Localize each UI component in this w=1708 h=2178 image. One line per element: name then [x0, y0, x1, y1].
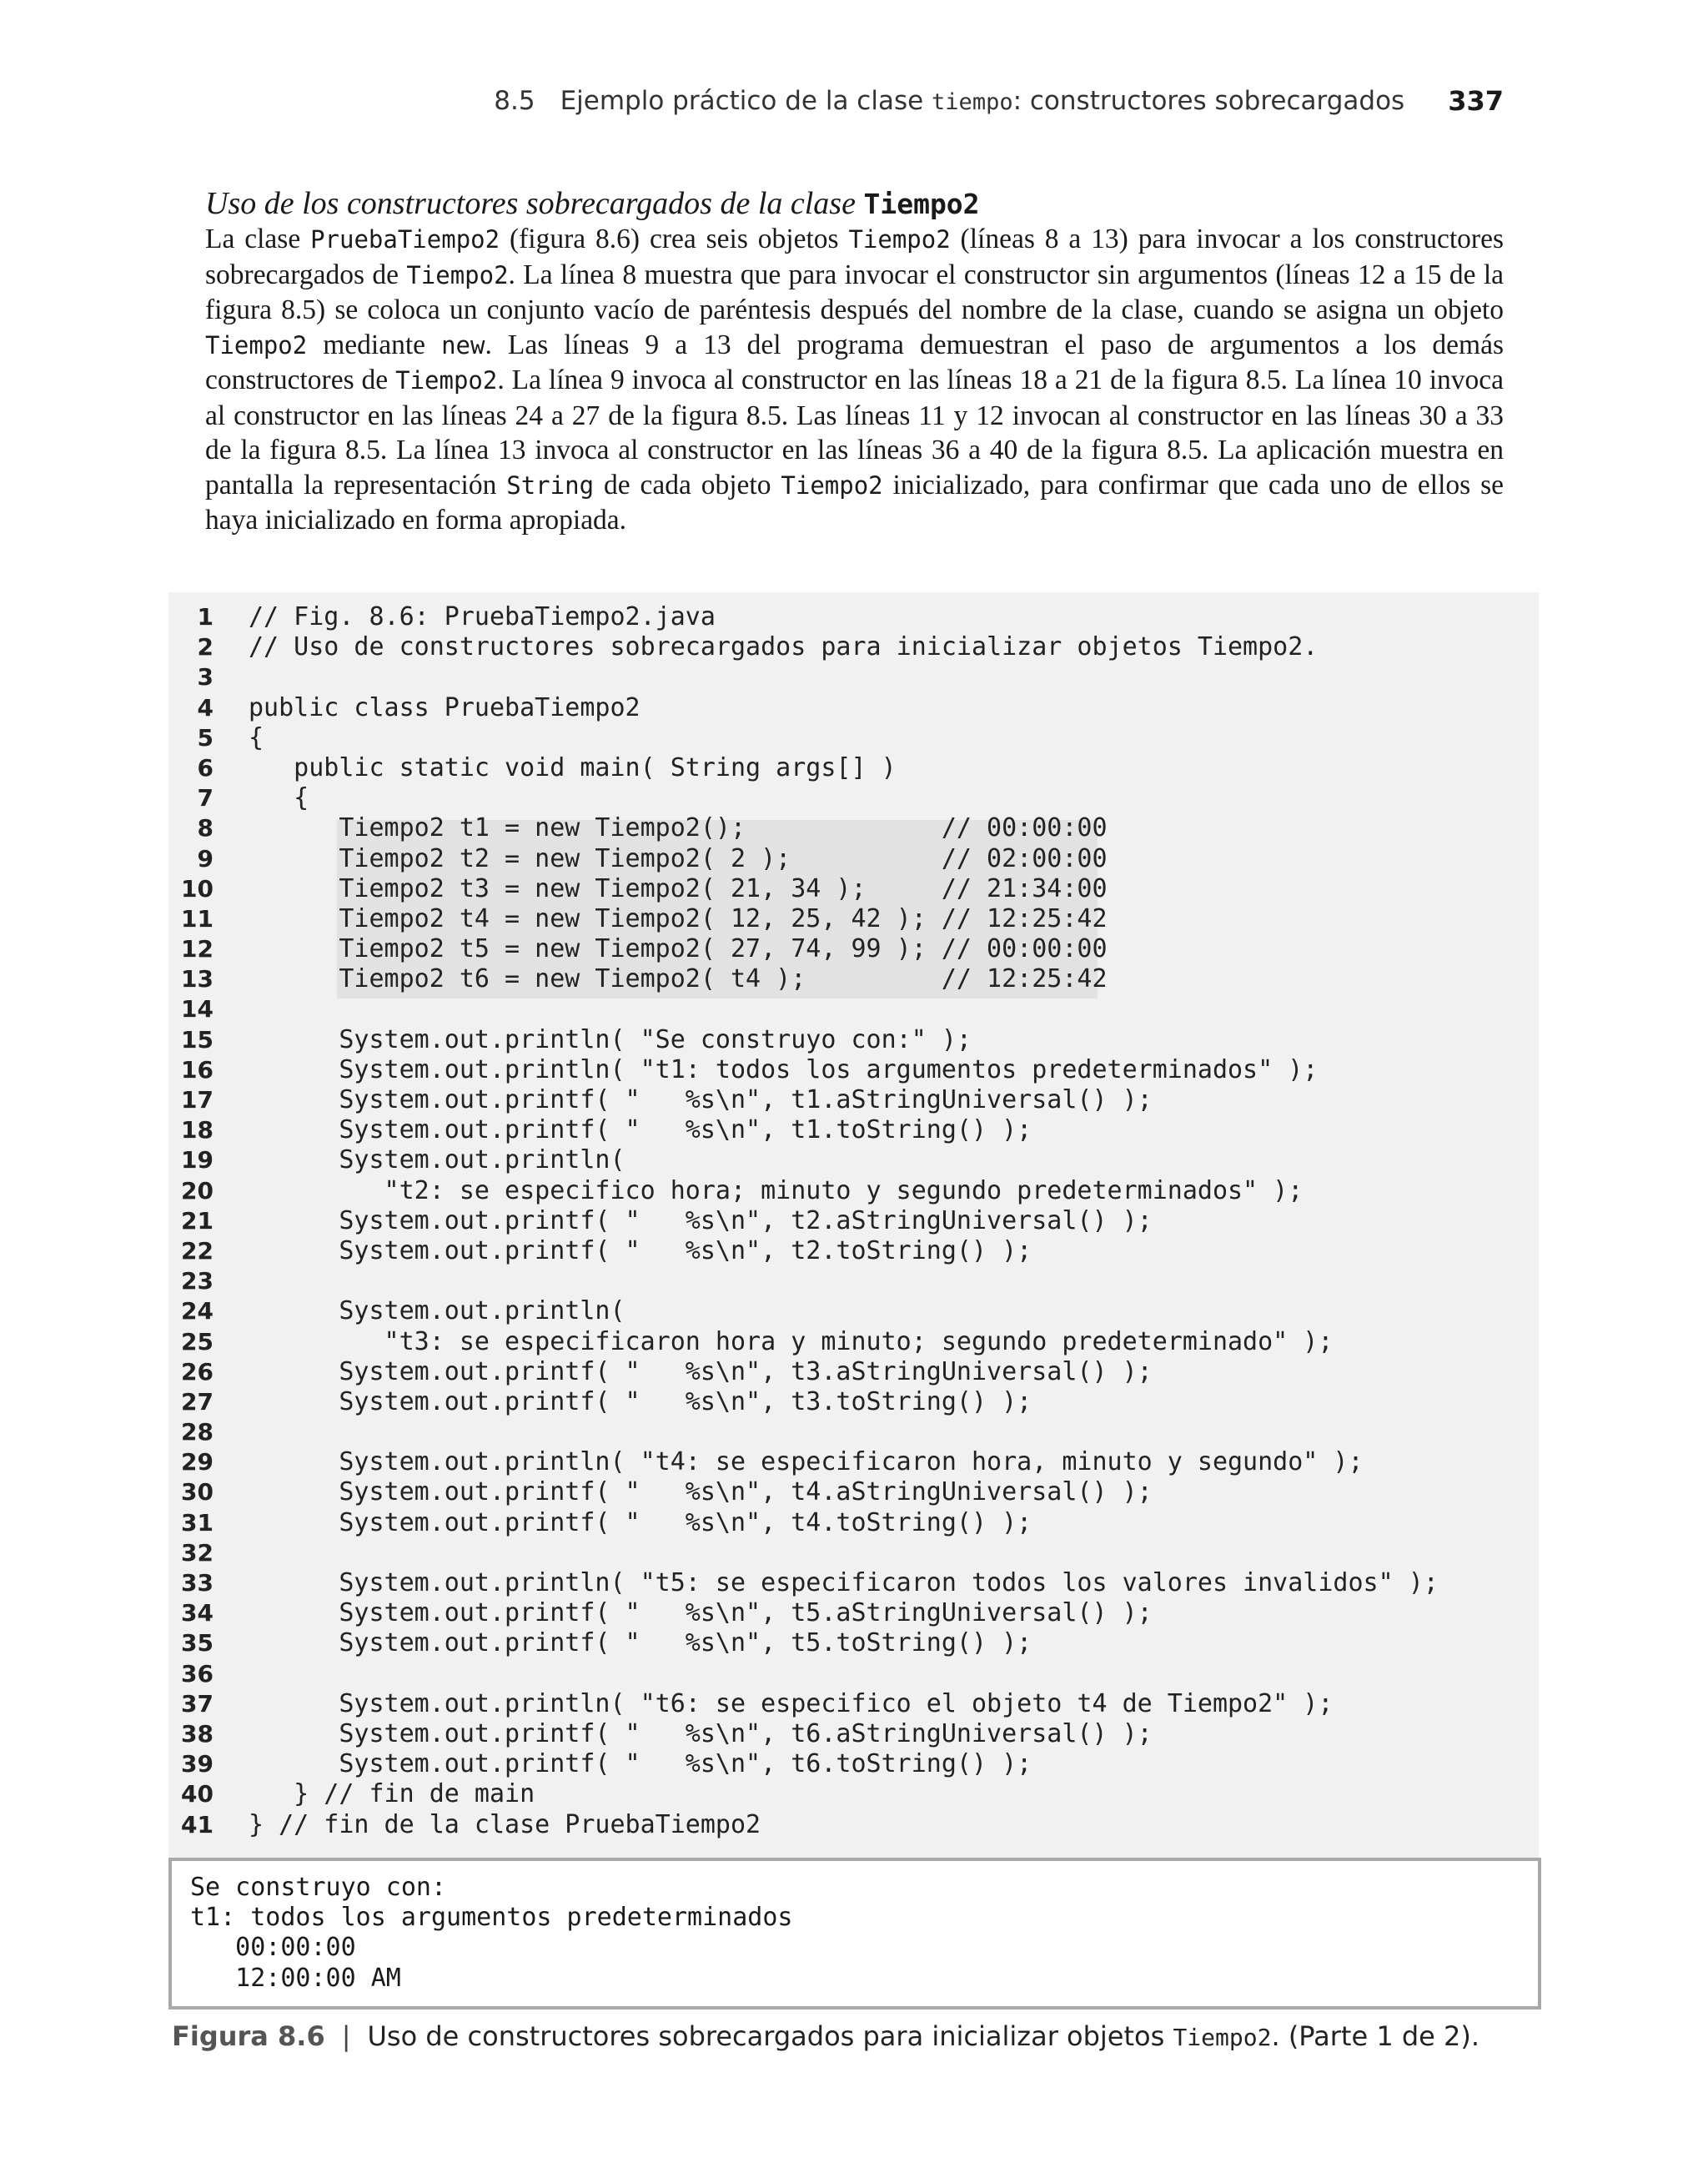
code-text: System.out.println(: [249, 1296, 625, 1326]
line-number: 24: [181, 1297, 214, 1325]
line-number: 33: [181, 1569, 214, 1597]
line-number: 11: [181, 904, 214, 933]
page-number: 337: [1448, 85, 1504, 117]
code-line: [168, 723, 1536, 753]
code-line: [168, 994, 1536, 1024]
running-header-title: Ejemplo práctico de la clase tiempo: constructores sobrecargados: [560, 86, 1405, 116]
line-number: 40: [181, 1780, 214, 1808]
line-number: 37: [181, 1689, 214, 1718]
code-line: [168, 1659, 1536, 1689]
output-line: t1: todos los argumentos predeterminados: [190, 1903, 793, 1933]
code-line: [168, 1749, 1536, 1779]
code-line: [168, 1417, 1536, 1447]
code-line: [168, 1477, 1536, 1507]
code-text: public class PruebaTiempo2: [249, 692, 640, 722]
code-text: public static void main( String args[] ): [249, 752, 897, 782]
line-number: 20: [181, 1176, 214, 1205]
line-number: 2: [197, 633, 214, 661]
code-line: [168, 693, 1536, 723]
code-text: Tiempo2 t4 = new Tiempo2( 12, 25, 42 ); // 12:25:42: [249, 903, 1108, 933]
section-number: 8.5: [494, 86, 535, 116]
code-line: [168, 1628, 1536, 1658]
line-number: 26: [181, 1357, 214, 1386]
code-text: } // fin de la clase PruebaTiempo2: [249, 1809, 761, 1839]
code-line: [168, 1568, 1536, 1598]
line-number: 39: [181, 1750, 214, 1778]
line-number: 9: [197, 844, 214, 873]
line-number: 36: [181, 1659, 214, 1688]
code-line: [168, 662, 1536, 692]
code-line: [168, 1327, 1536, 1357]
line-number: 1: [197, 603, 214, 631]
line-number: 3: [197, 663, 214, 692]
program-output: [190, 1873, 792, 1994]
code-line: [168, 1538, 1536, 1568]
code-line: [168, 1085, 1536, 1115]
line-number: 12: [181, 935, 214, 963]
code-line: [168, 1236, 1536, 1266]
line-number: 22: [181, 1236, 214, 1265]
code-text: System.out.printf( " %s\n", t1.aStringUniversal() );: [249, 1085, 1153, 1114]
line-number: 13: [181, 965, 214, 993]
code-text: "t3: se especificaron hora y minuto; segundo predeterminado" );: [249, 1326, 1334, 1356]
code-line: [168, 1296, 1536, 1326]
code-text: System.out.println(: [249, 1145, 625, 1175]
line-number: 27: [181, 1387, 214, 1416]
code-line: [168, 753, 1536, 783]
line-number: 19: [181, 1146, 214, 1175]
code-line: [168, 783, 1536, 813]
section-title: Uso de los constructores sobrecargados de la clase Tiempo2: [205, 186, 980, 221]
code-line: [168, 1508, 1536, 1538]
line-number: 41: [181, 1810, 214, 1838]
code-line: [168, 1598, 1536, 1628]
line-number: 5: [197, 723, 214, 752]
code-text: System.out.printf( " %s\n", t2.toString() );: [249, 1235, 1032, 1265]
code-text: {: [249, 722, 264, 752]
code-line: [168, 1387, 1536, 1417]
code-text: System.out.println( "t1: todos los argumentos predeterminados" );: [249, 1054, 1319, 1084]
line-number: 31: [181, 1508, 214, 1537]
line-number: 25: [181, 1327, 214, 1356]
caption-text: Uso de constructores sobrecargados para inicializar objetos Tiempo2. (Parte 1 de 2).: [367, 2020, 1480, 2052]
code-text: System.out.printf( " %s\n", t2.aStringUniversal() );: [249, 1205, 1153, 1235]
code-line: [168, 632, 1536, 662]
figure-label: Figura 8.6: [172, 2020, 325, 2052]
code-line: [168, 1810, 1536, 1840]
line-number: 8: [197, 814, 214, 843]
code-text: System.out.printf( " %s\n", t6.aStringUniversal() );: [249, 1718, 1153, 1748]
code-text: System.out.printf( " %s\n", t1.toString() );: [249, 1115, 1032, 1145]
header-code: tiempo: [932, 89, 1013, 115]
line-number: 21: [181, 1206, 214, 1235]
code-text: System.out.println( "t6: se especifico el objeto t4 de Tiempo2" );: [249, 1688, 1334, 1718]
code-text: "t2: se especifico hora; minuto y segundo predeterminados" );: [249, 1175, 1304, 1205]
line-number: 15: [181, 1025, 214, 1054]
line-number: 4: [197, 693, 214, 722]
line-number: 35: [181, 1629, 214, 1657]
line-number: 30: [181, 1478, 214, 1506]
running-header: [205, 80, 1504, 122]
code-line: [168, 1176, 1536, 1206]
code-text: Tiempo2 t5 = new Tiempo2( 27, 74, 99 ); // 00:00:00: [249, 934, 1108, 964]
output-line: Se construyo con:: [190, 1873, 447, 1902]
code-listing: [168, 602, 1536, 1840]
code-line: [168, 1055, 1536, 1085]
line-number: 17: [181, 1086, 214, 1114]
line-number: 16: [181, 1055, 214, 1084]
code-text: // Uso de constructores sobrecargados para inicializar objetos Tiempo2.: [249, 632, 1319, 662]
section-title-code: Tiempo2: [863, 188, 980, 220]
code-text: System.out.printf( " %s\n", t5.toString() );: [249, 1628, 1032, 1658]
code-text: } // fin de main: [249, 1779, 535, 1809]
code-text: // Fig. 8.6: PruebaTiempo2.java: [249, 602, 716, 631]
line-number: 18: [181, 1116, 214, 1144]
code-line: [168, 1689, 1536, 1719]
code-line: [168, 874, 1536, 904]
code-text: System.out.printf( " %s\n", t4.aStringUniversal() );: [249, 1477, 1153, 1507]
code-line: [168, 1206, 1536, 1236]
line-number: 14: [181, 995, 214, 1024]
line-number: 28: [181, 1418, 214, 1446]
figure-caption: [172, 2015, 1479, 2057]
code-line: [168, 964, 1536, 994]
code-line: [168, 1357, 1536, 1387]
line-number: 29: [181, 1448, 214, 1476]
code-text: System.out.printf( " %s\n", t4.toString() );: [249, 1507, 1032, 1537]
code-line: [168, 1447, 1536, 1477]
line-number: 32: [181, 1538, 214, 1567]
code-text: Tiempo2 t6 = new Tiempo2( t4 ); // 12:25:42: [249, 964, 1108, 994]
program-output-box: [168, 1858, 1541, 2009]
code-line: [168, 904, 1536, 934]
code-text: System.out.println( "Se construyo con:" );: [249, 1024, 972, 1054]
code-line: [168, 1025, 1536, 1055]
code-text: System.out.println( "t4: se especificaron hora, minuto y segundo" );: [249, 1447, 1364, 1477]
code-text: Tiempo2 t2 = new Tiempo2( 2 ); // 02:00:00: [249, 843, 1108, 873]
output-line: 12:00:00 AM: [190, 1963, 401, 1993]
code-line: [168, 1779, 1536, 1809]
code-line: [168, 602, 1536, 632]
code-text: System.out.printf( " %s\n", t3.toString() );: [249, 1386, 1032, 1416]
line-number: 34: [181, 1599, 214, 1627]
code-text: System.out.printf( " %s\n", t6.toString() );: [249, 1749, 1032, 1779]
output-line: 00:00:00: [190, 1933, 356, 1963]
code-text: {: [249, 783, 309, 813]
line-number: 23: [181, 1267, 214, 1295]
body-paragraph: La clase PruebaTiempo2 (figura 8.6) crea seis objetos Tiempo2 (líneas 8 a 13) para invocar a los constructores sobrecargados de Tiempo2. La línea 8 muestra que para invocar el constructor sin argumentos (líneas 12 a 15 de la figura 8.5) se coloca un conjunto vacío de paréntesis después del nombre de la clase, cuando se asigna un objeto Tiempo2 mediante new. Las líneas 9 a 13 del programa demuestran el paso de argumentos a los demás constructores de Tiempo2. La línea 9 invoca al constructor en las líneas 18 a 21 de la figura 8.5. La línea 10 invoca al constructor en las líneas 24 a 27 de la figura 8.5. Las líneas 11 y 12 invocan al constructor en las líneas 30 a 33 de la figura 8.5. La línea 13 invoca al constructor en las líneas 36 a 40 de la figura 8.5. La aplicación muestra en pantalla la representación String de cada objeto Tiempo2 inicializado, para confirmar que cada uno de ellos se haya inicializado en forma apropiada.: [205, 224, 1505, 536]
code-text: System.out.printf( " %s\n", t5.aStringUniversal() );: [249, 1598, 1153, 1628]
code-text: System.out.printf( " %s\n", t3.aStringUniversal() );: [249, 1356, 1153, 1386]
code-line: [168, 1266, 1536, 1296]
code-line: [168, 844, 1536, 874]
code-text: System.out.println( "t5: se especificaron todos los valores invalidos" );: [249, 1568, 1439, 1597]
line-number: 7: [197, 784, 214, 812]
line-number: 6: [197, 753, 214, 782]
code-text: Tiempo2 t1 = new Tiempo2(); // 00:00:00: [249, 813, 1108, 843]
code-text: Tiempo2 t3 = new Tiempo2( 21, 34 ); // 21:34:00: [249, 873, 1108, 903]
code-line: [168, 813, 1536, 843]
code-line: [168, 1719, 1536, 1749]
code-line: [168, 1145, 1536, 1175]
code-line: [168, 934, 1536, 964]
line-number: 38: [181, 1719, 214, 1748]
code-line: [168, 1115, 1536, 1145]
line-number: 10: [181, 874, 214, 903]
caption-separator: |: [341, 2020, 351, 2052]
